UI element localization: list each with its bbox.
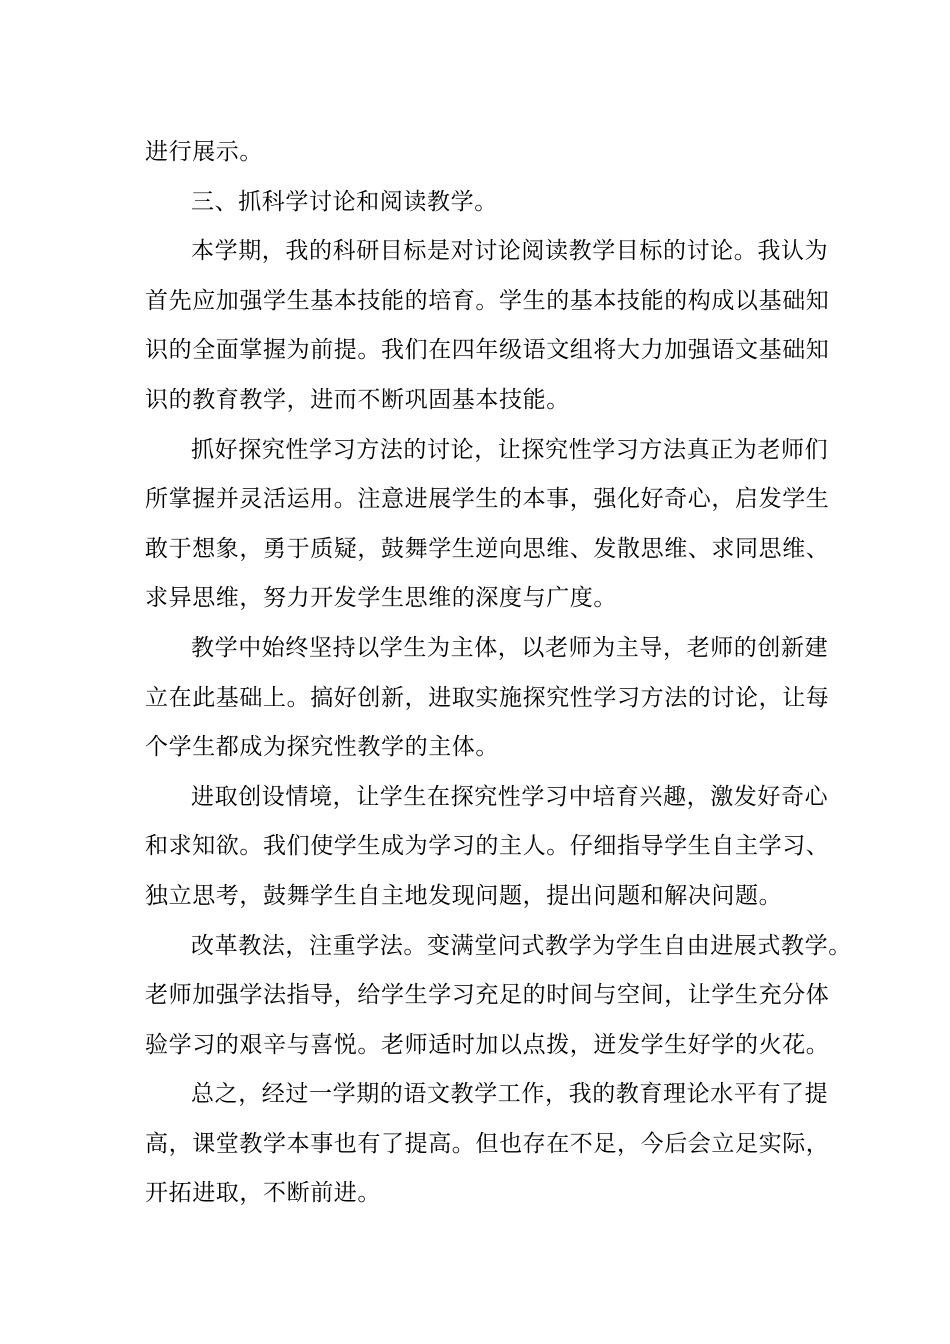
text-line: 立在此基础上。搞好创新，进取实施探究性学习方法的讨论，让每 [145,684,830,711]
text-line: 验学习的艰辛与喜悦。老师适时加以点拨，迸发学生好学的火花。 [145,1031,830,1058]
text-line: 个学生都成为探究性教学的主体。 [145,734,499,761]
text-line: 独立思考，鼓舞学生自主地发现问题，提出问题和解决问题。 [145,882,783,909]
text-line: 抓好探究性学习方法的讨论，让探究性学习方法真正为老师们 [191,436,829,463]
text-line: 所掌握并灵活运用。注意进展学生的本事，强化好奇心，启发学生 [145,486,830,513]
text-line: 识的全面掌握为前提。我们在四年级语文组将大力加强语文基础知 [145,337,830,364]
text-line: 识的教育教学，进而不断巩固基本技能。 [145,386,570,413]
text-line: 总之，经过一学期的语文教学工作，我的教育理论水平有了提 [191,1081,829,1108]
text-line: 求异思维，努力开发学生思维的深度与广度。 [145,585,617,612]
document-body [145,128,852,1219]
text-line: 进取创设情境，让学生在探究性学习中培育兴趣，激发好奇心 [191,783,829,810]
text-line: 本学期，我的科研目标是对讨论阅读教学目标的讨论。我认为 [191,238,829,265]
text-line: 首先应加强学生基本技能的培育。学生的基本技能的构成以基础知 [145,287,830,314]
text-line: 开拓进取，不断前进。 [145,1180,381,1207]
text-line: 进行展示。 [145,139,263,165]
section-heading: 三、抓科学讨论和阅读教学。 [191,188,498,215]
text-line: 教学中始终坚持以学生为主体，以老师为主导，老师的创新建 [191,634,829,661]
text-line: 老师加强学法指导，给学生学习充足的时间与空间，让学生充分体 [145,982,830,1009]
text-line: 改革教法，注重学法。变满堂问式教学为学生自由进展式教学。 [191,932,852,959]
text-line: 敢于想象，勇于质疑，鼓舞学生逆向思维、发散思维、求同思维、 [145,535,830,562]
text-line: 高，课堂教学本事也有了提高。但也存在不足，今后会立足实际， [145,1130,830,1157]
text-line: 和求知欲。我们使学生成为学习的主人。仔细指导学生自主学习、 [145,833,830,860]
